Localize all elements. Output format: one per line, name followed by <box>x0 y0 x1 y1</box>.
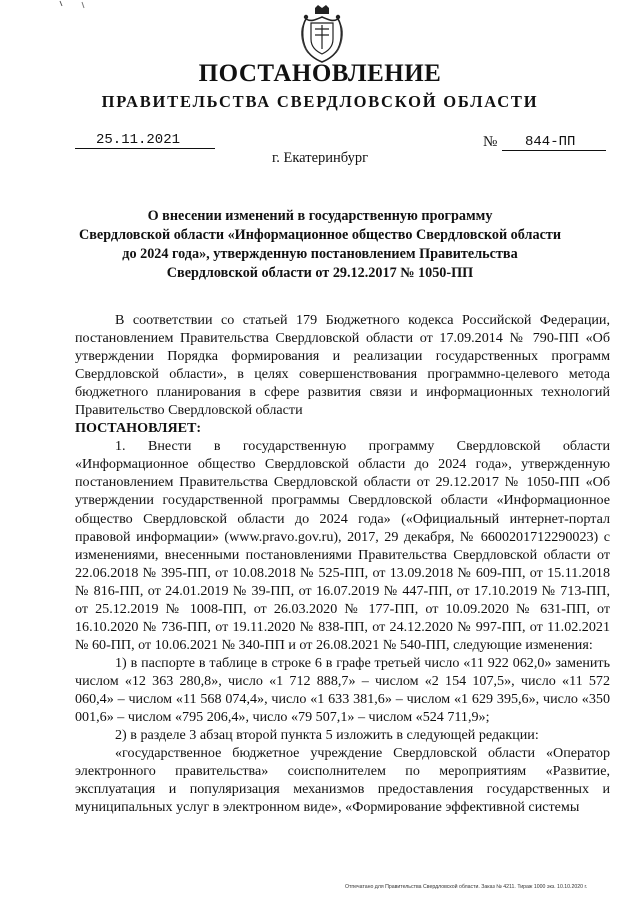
item-1-paragraph: 1. Внести в государственную программу Свердловской области «Информационное общество Свердловской области до 2024 года», утвержденную постановлением Правительства Свердловской области от 29.12.2017 № 1050-ПП «Об утверждении государственной программы Свердловской области «Информационное общество Свердловской области до 2024 года» («Официальный интернет-портал правовой информации» (www.pravo.gov.ru), 2017, 29 декабря, № 6600201712290023) с изменениями, внесенными постановлениями Правительства Свердловской области от 22.06.2018 № 395-ПП, от 10.08.2018 № 525-ПП, от 13.09.2018 № 609-ПП, от 15.11.2018 № 816-ПП, от 24.01.2019 № 39-ПП, от 16.07.2019 № 447-ПП, от 17.10.2019 № 713-ПП, от 25.12.2019 № 1008-ПП, от 26.03.2020 № 177-ПП, от 10.09.2020 № 631-ПП, от 16.10.2020 № 736-ПП, от 19.11.2020 № 838-ПП, от 24.12.2020 № 997-ПП, от 11.02.2021 № 60-ПП, от 10.06.2021 № 340-ПП и от 26.08.2021 № 540-ПП, следующие изменения: <box>75 438 610 653</box>
document-body <box>75 311 610 816</box>
document-title: ПОСТАНОВЛЕНИЕ <box>198 60 442 87</box>
number-sign: № <box>483 134 498 150</box>
subitem-1-paragraph: 1) в паспорте в таблице в строке 6 в графе третьей число «11 922 062,0» заменить числом «12 363 280,8», число «1 712 888,7» – числом «2 154 107,5», число «11 572 060,4» – числом «11 568 074,4», число «1 633 381,6» – числом «1 629 395,6», число «350 001,6» – числом «795 206,4», число «79 507,1» – числом «524 711,9»; <box>75 654 610 726</box>
decree-word: ПОСТАНОВЛЯЕТ: <box>75 420 202 437</box>
subitem-2-paragraph: 2) в разделе 3 абзац второй пункта 5 изложить в следующей редакции: <box>115 727 539 744</box>
heading-line: Свердловской области от 29.12.2017 № 1050-ПП <box>166 265 474 281</box>
heading-line: Свердловской области «Информационное общество Свердловской области <box>78 227 562 243</box>
document-number: 844-ПП <box>525 134 576 150</box>
document-subtitle: ПРАВИТЕЛЬСТВА СВЕРДЛОВСКОЙ ОБЛАСТИ <box>101 92 539 111</box>
coat-of-arms-icon <box>300 5 344 63</box>
document-date: 25.11.2021 <box>96 132 181 148</box>
document-city: г. Екатеринбург <box>271 150 369 166</box>
print-footer: Отпечатано для Правительства Свердловской области. Заказ № 4211. Тираж 1000 экз. 10.10.2020 г. <box>345 884 588 890</box>
heading-line: О внесении изменений в государственную программу <box>147 208 493 224</box>
quote-paragraph: «государственное бюджетное учреждение Свердловской области «Оператор электронного правительства» соисполнителем по мероприятиям «Развитие, эксплуатация и популяризация механизмов предоставления государственных и муниципальных услуг в электронном виде», «Формирование эффективной системы <box>75 745 610 816</box>
scan-mark-icon <box>58 0 88 10</box>
document-heading <box>60 207 580 283</box>
heading-line: до 2024 года», утвержденную постановлением Правительства <box>122 246 518 262</box>
date-underline <box>75 148 215 149</box>
intro-paragraph: В соответствии со статьей 179 Бюджетного кодекса Российской Федерации, постановлением Правительства Свердловской области от 17.09.2014 № 790-ПП «Об утверждении Порядка формирования и реализации государственных программ Свердловской области», в целях совершенствования программно-целевого метода бюджетного планирования в сфере развития связи и информационных технологий Правительство Свердловской области <box>75 312 610 419</box>
